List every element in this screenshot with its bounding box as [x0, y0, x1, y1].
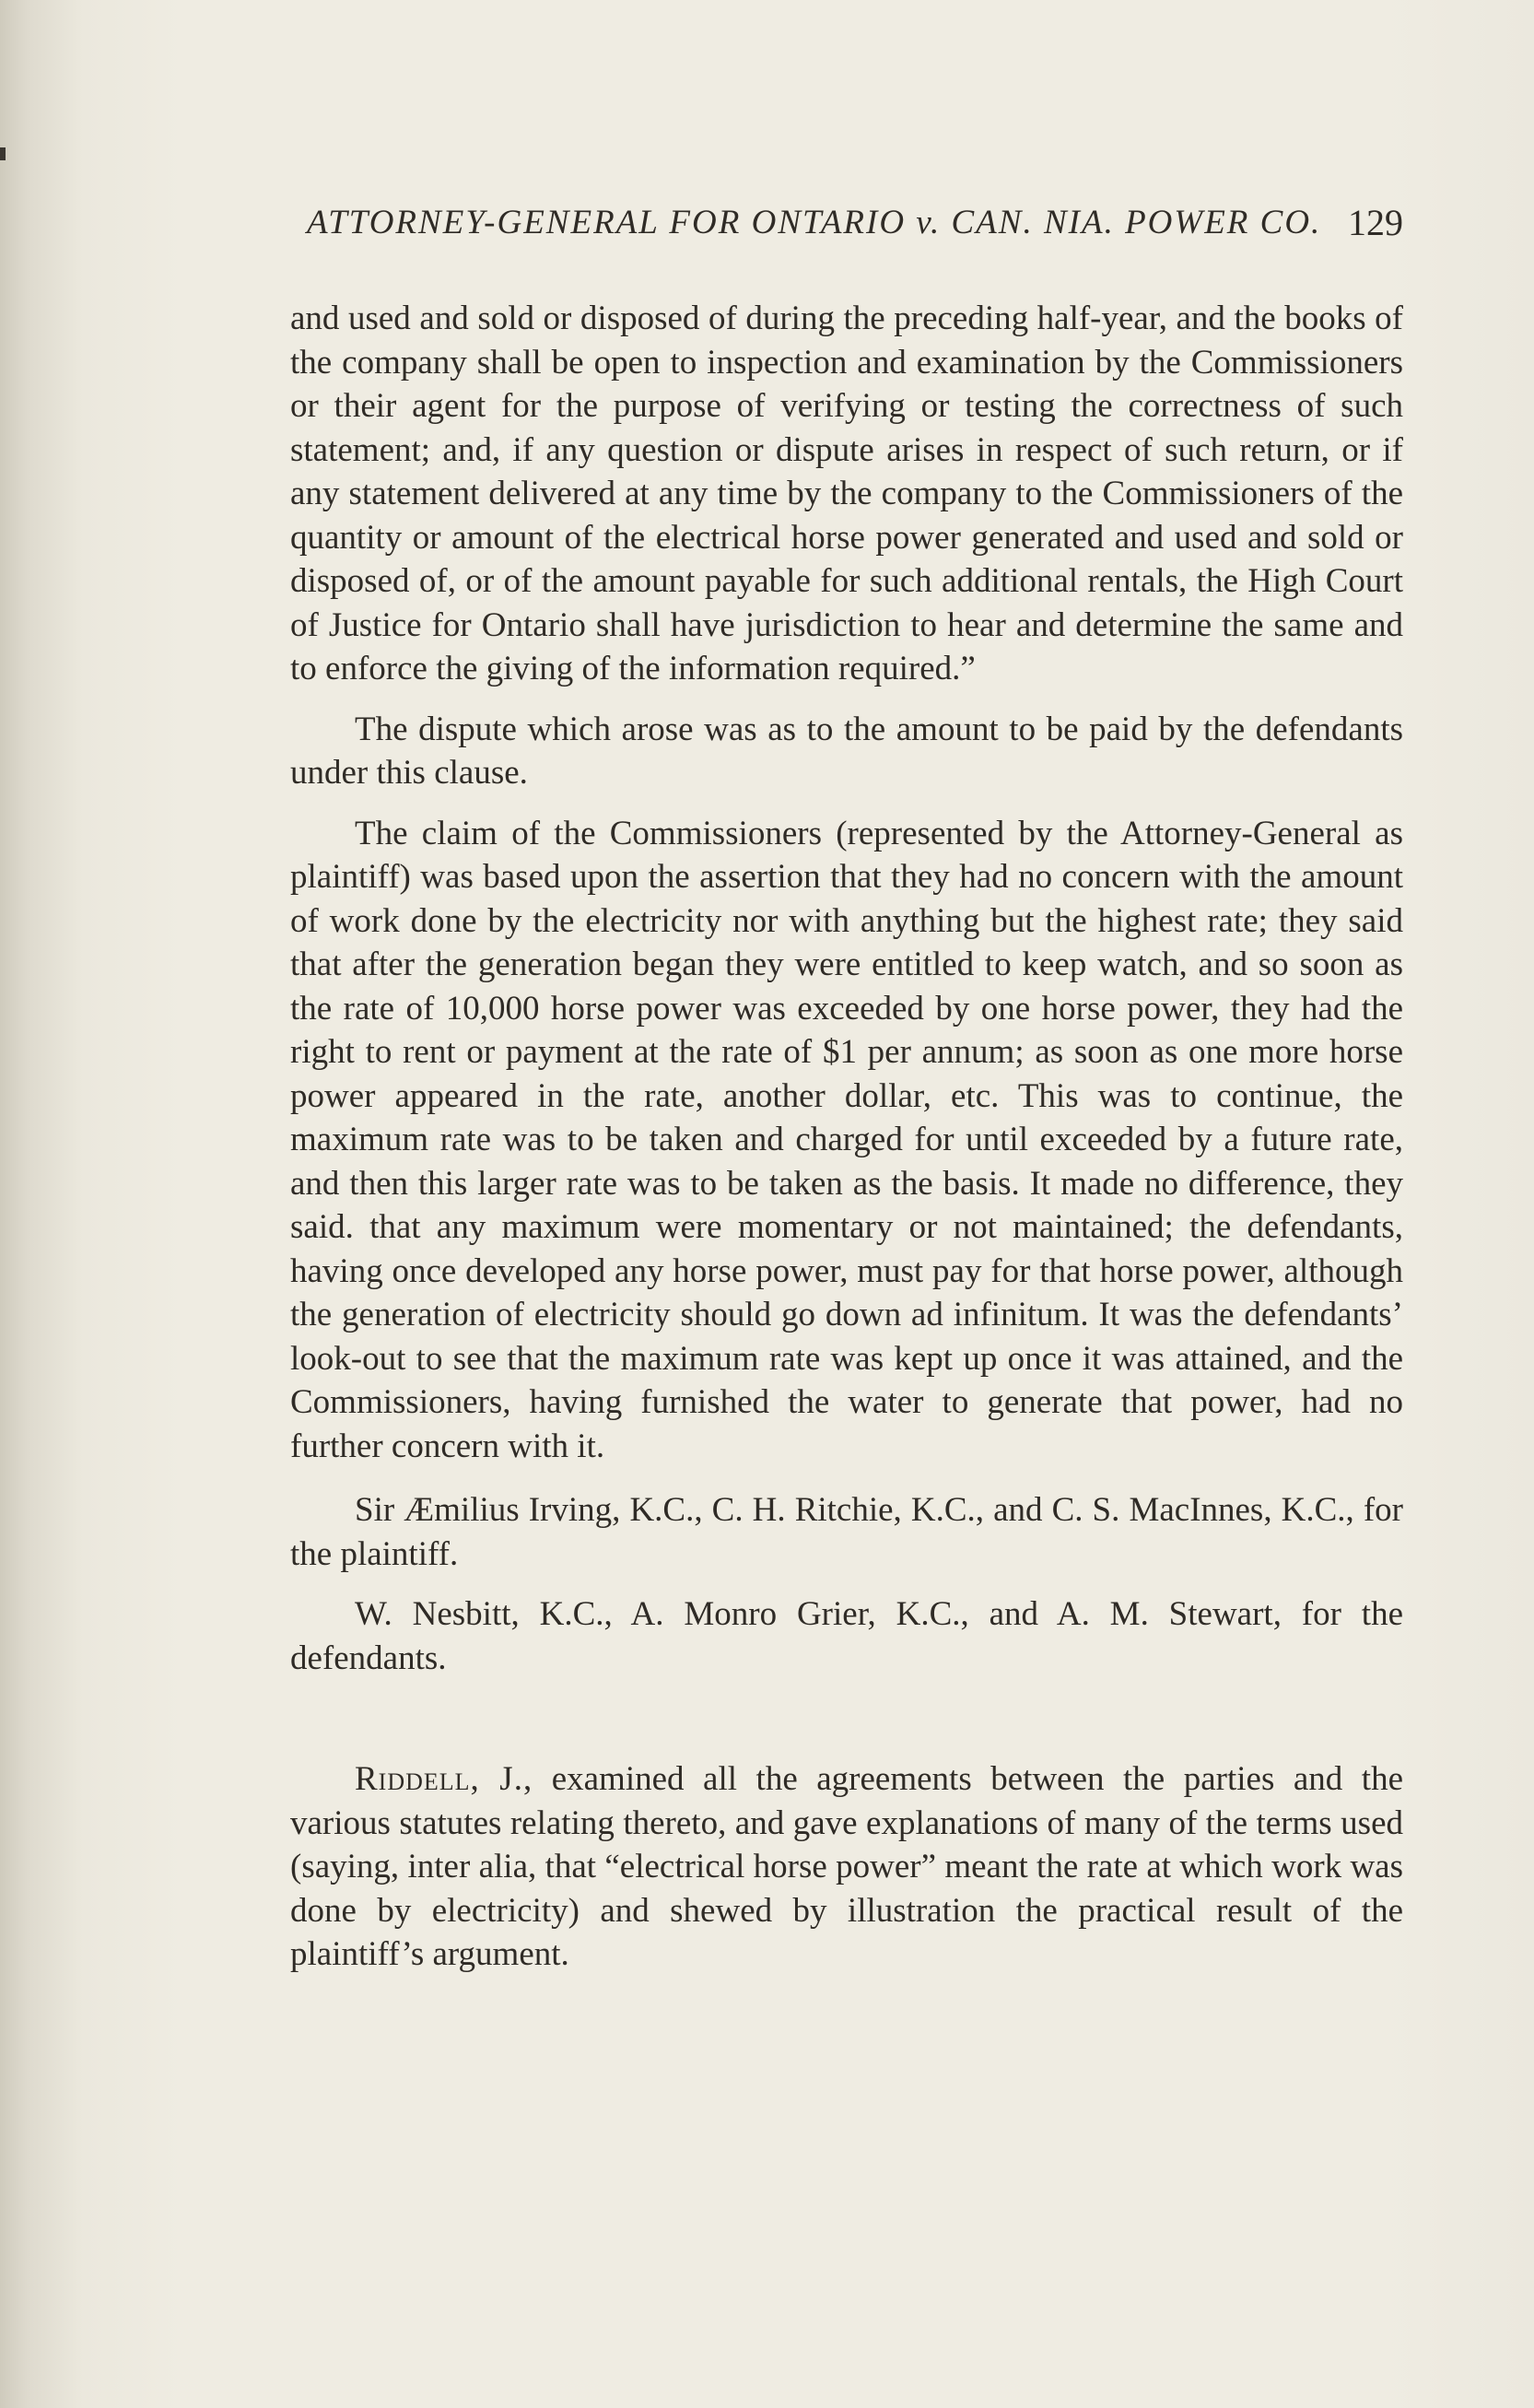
- judge-name: Riddell, J.,: [355, 1760, 533, 1798]
- paragraph-counsel-defendants: W. Nesbitt, K.C., A. Monro Grier, K.C., and A. M. Stewart, for the defendants.: [290, 1595, 1403, 1677]
- paragraph-commissioners-claim: The claim of the Commissioners (represented by the Attorney-General as plaintiff) was based upon the assertion that they had no concern with the amount of work done by the electricity nor with anything but the highest rate; they said that after the generation began they were entitled to keep watch, and so soon as the rate of 10,000 horse power was exceeded by one horse power, they had the right to rent or payment at the rate of $1 per annum; as soon as one more horse power appeared in the rate, another dollar, etc. This was to continue, the maximum rate was to be taken and charged for until exceeded by a future rate, and then this larger rate was to be taken as the basis. It made no difference, they said. that any maximum were momentary or not maintained; the defendants, having once developed any horse power, must pay for that horse power, although the generation of electricity should go down ad infinitum. It was the defendants’ look-out to see that the maximum rate was kept up once it was attained, and the Commissioners, having furnished the water to generate that power, had no further concern with it.: [290, 814, 1403, 1465]
- paragraph-judgment: [290, 1757, 1403, 1977]
- paragraph-dispute: The dispute which arose was as to the amount to be paid by the defendants under this clause.: [290, 710, 1403, 792]
- running-title: ATTORNEY-GENERAL FOR ONTARIO v. CAN. NIA. POWER CO.: [307, 204, 1322, 241]
- paragraph-statute-quote-continuation: and used and sold or disposed of during the preceding half-year, and the books of the company shall be open to inspection and examination by the Commissioners or their agent for the purpose of verifying or testing the correctness of such statement; and, if any question or dispute arises in respect of such return, or if any statement delivered at any time by the company to the Commissioners of the quantity or amount of the electrical horse power generated and used and sold or disposed of, or of the amount payable for such additional rentals, the High Court of Justice for Ontario shall have jurisdiction to hear and determine the same and to enforce the giving of the information required.”: [290, 300, 1403, 687]
- binding-mark: [0, 147, 6, 160]
- judgment-text: examined all the agreements between the parties and the various statutes relating thereto, and gave explanations of many of the terms used (saying, inter alia, that “electrical horse power” meant the rate at which work was done by electricity) and shewed by illustration the practical result of the plaintiff’s argument.: [290, 1760, 1403, 1973]
- page-number: 129: [1348, 202, 1403, 243]
- paragraph-counsel-plaintiff: Sir Æmilius Irving, K.C., C. H. Ritchie, K.C., and C. S. MacInnes, K.C., for the plaintiff.: [290, 1491, 1403, 1573]
- body-text: [290, 297, 1403, 1977]
- running-head: [307, 195, 1403, 251]
